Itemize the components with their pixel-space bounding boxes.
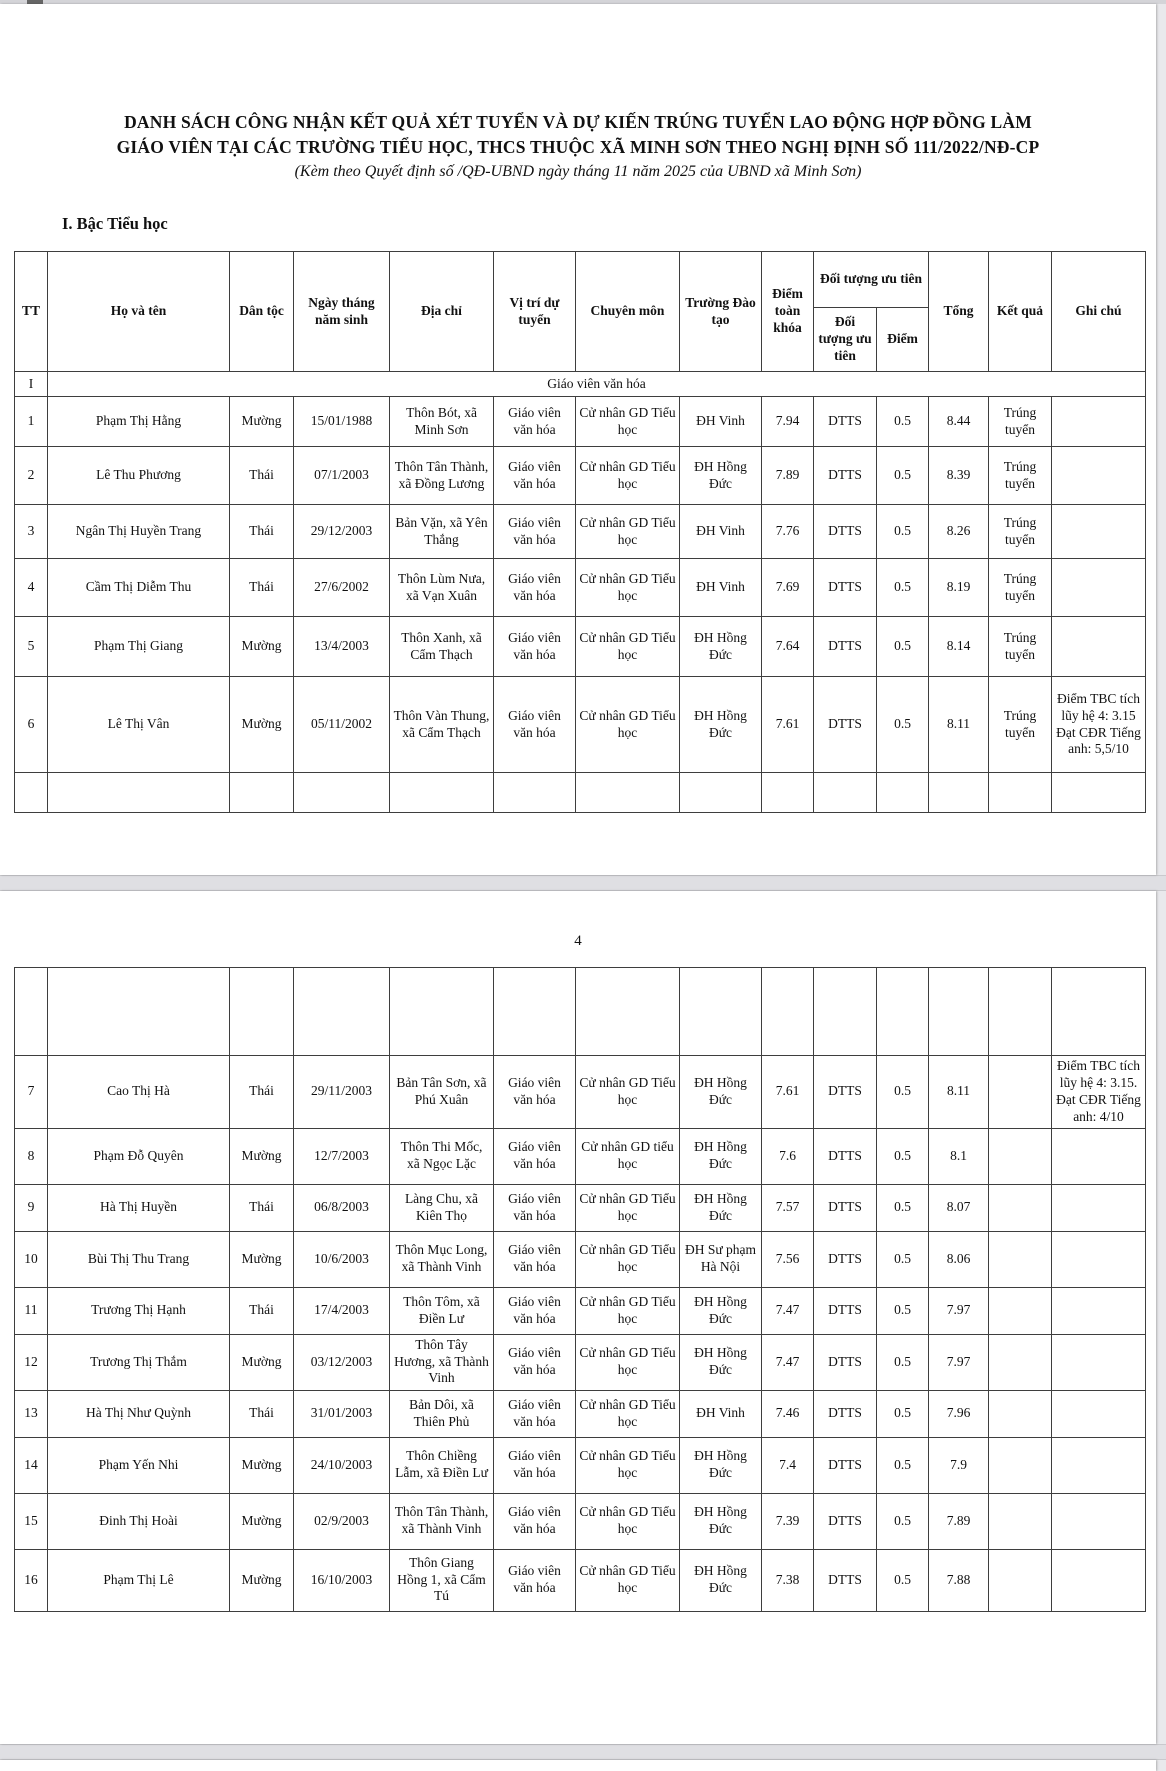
cell-priority: DTTS xyxy=(814,1184,877,1231)
cell-score: 7.61 xyxy=(762,677,814,773)
cell-school: ĐH Hồng Đức xyxy=(680,1493,762,1549)
table-row xyxy=(15,617,1146,677)
cell-school: ĐH Hồng Đức xyxy=(680,1128,762,1184)
title-line-2: GIÁO VIÊN TẠI CÁC TRƯỜNG TIỂU HỌC, THCS THUỘC XÃ MINH SƠN THEO NGHỊ ĐỊNH SỐ 111/2022/NĐ-CP xyxy=(116,137,1040,157)
cell-priority: DTTS xyxy=(814,397,877,447)
results-table-page-2 xyxy=(14,967,1146,1612)
header-dob: Ngày tháng năm sinh xyxy=(294,252,390,372)
cell-score: 7.47 xyxy=(762,1334,814,1390)
cell-school: ĐH Hồng Đức xyxy=(680,1334,762,1390)
cell-score: 7.6 xyxy=(762,1128,814,1184)
cell-result: Trúng tuyển xyxy=(989,617,1052,677)
cell-note xyxy=(1052,1287,1146,1334)
table-row xyxy=(15,1334,1146,1390)
cell-total: 8.14 xyxy=(929,617,989,677)
cell-result: Trúng tuyển xyxy=(989,677,1052,773)
section-row-number: I xyxy=(15,372,48,397)
cell-priority_score: 0.5 xyxy=(877,397,929,447)
cell-priority_score: 0.5 xyxy=(877,1056,929,1129)
title-subtitle: (Kèm theo Quyết định số /QĐ-UBND ngày tháng 11 năm 2025 của UBND xã Minh Sơn) xyxy=(294,163,862,180)
cell-result xyxy=(989,1334,1052,1390)
header-course-score: Điểm toàn khóa xyxy=(762,252,814,372)
cell-major: Cử nhân GD Tiểu học xyxy=(576,1184,680,1231)
cell-ethnicity: Thái xyxy=(230,447,294,505)
cell-note xyxy=(1052,447,1146,505)
cell-name: Phạm Thị Lê xyxy=(48,1549,230,1611)
cell-ethnicity: Mường xyxy=(230,1128,294,1184)
cell-priority_score: 0.5 xyxy=(877,1128,929,1184)
cell-note xyxy=(1052,397,1146,447)
cell-address: Thôn Vàn Thung, xã Cẩm Thạch xyxy=(390,677,494,773)
cell-position: Giáo viên văn hóa xyxy=(494,1231,576,1287)
cell-dob: 05/11/2002 xyxy=(294,677,390,773)
header-tt: TT xyxy=(15,252,48,372)
page-3-edge xyxy=(0,1760,1156,1771)
table-row xyxy=(15,1056,1146,1129)
cell-name: Trương Thị Thắm xyxy=(48,1334,230,1390)
cell-major: Cử nhân GD Tiểu học xyxy=(576,397,680,447)
cell-priority: DTTS xyxy=(814,559,877,617)
header-result: Kết quả xyxy=(989,252,1052,372)
cell-tt: 10 xyxy=(15,1231,48,1287)
cell-name: Cao Thị Hà xyxy=(48,1056,230,1129)
cell-name: Hà Thị Huyền xyxy=(48,1184,230,1231)
cell-result: Trúng tuyển xyxy=(989,505,1052,559)
cell-position: Giáo viên văn hóa xyxy=(494,505,576,559)
cell-result xyxy=(989,1287,1052,1334)
cell-school: ĐH Hồng Đức xyxy=(680,1549,762,1611)
section-row xyxy=(15,372,1146,397)
cell-name: Trương Thị Hạnh xyxy=(48,1287,230,1334)
cell-position: Giáo viên văn hóa xyxy=(494,1334,576,1390)
cell-name: Hà Thị Như Quỳnh xyxy=(48,1390,230,1437)
cell-ethnicity: Thái xyxy=(230,505,294,559)
cell-total: 7.89 xyxy=(929,1493,989,1549)
cell-score: 7.57 xyxy=(762,1184,814,1231)
cell-note xyxy=(1052,559,1146,617)
cell-ethnicity: Thái xyxy=(230,1287,294,1334)
cell-ethnicity: Thái xyxy=(230,1056,294,1129)
cell-score: 7.56 xyxy=(762,1231,814,1287)
cell-major: Cử nhân GD Tiểu học xyxy=(576,1231,680,1287)
cell-tt: 16 xyxy=(15,1549,48,1611)
cell-ethnicity: Mường xyxy=(230,1334,294,1390)
cell-ethnicity: Mường xyxy=(230,1437,294,1493)
cell-priority_score: 0.5 xyxy=(877,1287,929,1334)
cell-school: ĐH Vinh xyxy=(680,1390,762,1437)
cell-priority_score: 0.5 xyxy=(877,1493,929,1549)
cell-dob: 29/12/2003 xyxy=(294,505,390,559)
cell-result xyxy=(989,1390,1052,1437)
results-table-page-1 xyxy=(14,251,1146,813)
table-row xyxy=(15,1128,1146,1184)
cell-dob: 03/12/2003 xyxy=(294,1334,390,1390)
cell-major: Cử nhân GD Tiểu học xyxy=(576,559,680,617)
cell-position: Giáo viên văn hóa xyxy=(494,1184,576,1231)
table-row xyxy=(15,559,1146,617)
cell-position: Giáo viên văn hóa xyxy=(494,397,576,447)
cell-ethnicity: Mường xyxy=(230,617,294,677)
table-row xyxy=(15,1437,1146,1493)
section-heading: I. Bậc Tiểu học xyxy=(62,214,168,233)
cell-position: Giáo viên văn hóa xyxy=(494,617,576,677)
cell-dob: 10/6/2003 xyxy=(294,1231,390,1287)
cell-priority: DTTS xyxy=(814,1056,877,1129)
cell-result: Trúng tuyển xyxy=(989,397,1052,447)
table-row xyxy=(15,1287,1146,1334)
cell-address: Thôn Giang Hồng 1, xã Cẩm Tú xyxy=(390,1549,494,1611)
cell-name: Phạm Thị Giang xyxy=(48,617,230,677)
cell-tt: 6 xyxy=(15,677,48,773)
cell-priority_score: 0.5 xyxy=(877,1390,929,1437)
cell-address: Thôn Lùm Nưa, xã Vạn Xuân xyxy=(390,559,494,617)
cell-major: Cử nhân GD Tiểu học xyxy=(576,1390,680,1437)
cell-tt: 15 xyxy=(15,1493,48,1549)
cell-priority: DTTS xyxy=(814,1334,877,1390)
cell-position: Giáo viên văn hóa xyxy=(494,1437,576,1493)
cell-total: 8.1 xyxy=(929,1128,989,1184)
cell-priority_score: 0.5 xyxy=(877,1549,929,1611)
page-number: 4 xyxy=(574,933,582,949)
cell-major: Cử nhân GD tiểu học xyxy=(576,1128,680,1184)
header-ethnicity: Dân tộc xyxy=(230,252,294,372)
cell-total: 8.06 xyxy=(929,1231,989,1287)
cell-position: Giáo viên văn hóa xyxy=(494,1390,576,1437)
cell-result xyxy=(989,1493,1052,1549)
cell-name: Cầm Thị Diễm Thu xyxy=(48,559,230,617)
table-row xyxy=(15,1390,1146,1437)
cell-priority_score: 0.5 xyxy=(877,617,929,677)
cell-tt: 3 xyxy=(15,505,48,559)
cell-position: Giáo viên văn hóa xyxy=(494,1549,576,1611)
cell-priority: DTTS xyxy=(814,1287,877,1334)
section-row-label: Giáo viên văn hóa xyxy=(48,372,1146,397)
table-row xyxy=(15,1184,1146,1231)
cell-note xyxy=(1052,1184,1146,1231)
cell-school: ĐH Sư phạm Hà Nội xyxy=(680,1231,762,1287)
cell-dob: 15/01/1988 xyxy=(294,397,390,447)
cell-ethnicity: Mường xyxy=(230,677,294,773)
cell-priority_score: 0.5 xyxy=(877,677,929,773)
cell-ethnicity: Thái xyxy=(230,559,294,617)
cell-major: Cử nhân GD Tiểu học xyxy=(576,1287,680,1334)
cell-name: Ngân Thị Huyền Trang xyxy=(48,505,230,559)
cell-address: Thôn Tây Hương, xã Thành Vinh xyxy=(390,1334,494,1390)
cell-priority: DTTS xyxy=(814,1128,877,1184)
cell-school: ĐH Hồng Đức xyxy=(680,1437,762,1493)
cell-note xyxy=(1052,1231,1146,1287)
cell-address: Bản Dôi, xã Thiên Phủ xyxy=(390,1390,494,1437)
cell-priority_score: 0.5 xyxy=(877,559,929,617)
cell-address: Thôn Thi Mốc, xã Ngọc Lặc xyxy=(390,1128,494,1184)
cell-priority: DTTS xyxy=(814,617,877,677)
cell-position: Giáo viên văn hóa xyxy=(494,447,576,505)
page-gap xyxy=(0,875,1166,891)
cell-dob: 12/7/2003 xyxy=(294,1128,390,1184)
cell-address: Làng Chu, xã Kiên Thọ xyxy=(390,1184,494,1231)
cell-priority: DTTS xyxy=(814,1390,877,1437)
cell-note xyxy=(1052,1128,1146,1184)
cell-name: Đinh Thị Hoài xyxy=(48,1493,230,1549)
cell-priority: DTTS xyxy=(814,1549,877,1611)
cell-total: 8.44 xyxy=(929,397,989,447)
cell-dob: 07/1/2003 xyxy=(294,447,390,505)
cell-tt: 2 xyxy=(15,447,48,505)
cell-score: 7.94 xyxy=(762,397,814,447)
table-row xyxy=(15,397,1146,447)
cell-note xyxy=(1052,1334,1146,1390)
cell-tt: 8 xyxy=(15,1128,48,1184)
cell-position: Giáo viên văn hóa xyxy=(494,677,576,773)
cell-priority_score: 0.5 xyxy=(877,1437,929,1493)
cell-result: Trúng tuyển xyxy=(989,447,1052,505)
cell-address: Thôn Tôm, xã Điền Lư xyxy=(390,1287,494,1334)
cell-note xyxy=(1052,505,1146,559)
cell-address: Thôn Xanh, xã Cẩm Thạch xyxy=(390,617,494,677)
cell-position: Giáo viên văn hóa xyxy=(494,1056,576,1129)
cell-score: 7.64 xyxy=(762,617,814,677)
cell-ethnicity: Mường xyxy=(230,1493,294,1549)
cell-score: 7.46 xyxy=(762,1390,814,1437)
cell-result xyxy=(989,1184,1052,1231)
cell-priority_score: 0.5 xyxy=(877,505,929,559)
cell-priority: DTTS xyxy=(814,447,877,505)
cell-tt: 12 xyxy=(15,1334,48,1390)
cell-major: Cử nhân GD Tiểu học xyxy=(576,677,680,773)
cell-tt: 13 xyxy=(15,1390,48,1437)
table-row xyxy=(15,1231,1146,1287)
cell-address: Thôn Bót, xã Minh Sơn xyxy=(390,397,494,447)
cell-position: Giáo viên văn hóa xyxy=(494,1128,576,1184)
cell-major: Cử nhân GD Tiểu học xyxy=(576,1334,680,1390)
cell-tt: 11 xyxy=(15,1287,48,1334)
cell-school: ĐH Hồng Đức xyxy=(680,617,762,677)
table-row xyxy=(15,677,1146,773)
cell-priority_score: 0.5 xyxy=(877,1334,929,1390)
header-school: Trường Đào tạo xyxy=(680,252,762,372)
header-priority-group: Đối tượng ưu tiên xyxy=(814,252,929,308)
table-row xyxy=(15,1549,1146,1611)
cell-dob: 06/8/2003 xyxy=(294,1184,390,1231)
page-gap-bottom xyxy=(0,1744,1166,1760)
cell-name: Lê Thu Phương xyxy=(48,447,230,505)
title-line-1: DANH SÁCH CÔNG NHẬN KẾT QUẢ XÉT TUYỂN VÀ DỰ KIẾN TRÚNG TUYỂN LAO ĐỘNG HỢP ĐỒNG LÀM xyxy=(124,112,1032,132)
cell-dob: 02/9/2003 xyxy=(294,1493,390,1549)
cell-score: 7.76 xyxy=(762,505,814,559)
cell-ethnicity: Mường xyxy=(230,397,294,447)
cell-priority_score: 0.5 xyxy=(877,1184,929,1231)
cell-address: Thôn Mục Long, xã Thành Vinh xyxy=(390,1231,494,1287)
cell-name: Lê Thị Vân xyxy=(48,677,230,773)
header-major: Chuyên môn xyxy=(576,252,680,372)
cell-tt: 4 xyxy=(15,559,48,617)
cell-total: 8.19 xyxy=(929,559,989,617)
table-row xyxy=(15,1493,1146,1549)
cell-dob: 13/4/2003 xyxy=(294,617,390,677)
cell-address: Thôn Tân Thành, xã Đồng Lương xyxy=(390,447,494,505)
cell-dob: 24/10/2003 xyxy=(294,1437,390,1493)
cell-total: 8.11 xyxy=(929,677,989,773)
cell-score: 7.4 xyxy=(762,1437,814,1493)
cell-school: ĐH Vinh xyxy=(680,559,762,617)
cell-school: ĐH Hồng Đức xyxy=(680,1056,762,1129)
cell-priority: DTTS xyxy=(814,1437,877,1493)
cell-total: 8.07 xyxy=(929,1184,989,1231)
cell-dob: 27/6/2002 xyxy=(294,559,390,617)
cell-school: ĐH Hồng Đức xyxy=(680,1287,762,1334)
cell-priority_score: 0.5 xyxy=(877,447,929,505)
cell-dob: 29/11/2003 xyxy=(294,1056,390,1129)
cell-major: Cử nhân GD Tiểu học xyxy=(576,505,680,559)
document-title xyxy=(0,110,1156,181)
header-note: Ghi chú xyxy=(1052,252,1146,372)
cell-major: Cử nhân GD Tiểu học xyxy=(576,1549,680,1611)
cell-score: 7.47 xyxy=(762,1287,814,1334)
cell-position: Giáo viên văn hóa xyxy=(494,1493,576,1549)
cell-priority: DTTS xyxy=(814,1231,877,1287)
cell-address: Bản Tân Sơn, xã Phú Xuân xyxy=(390,1056,494,1129)
cell-result xyxy=(989,1231,1052,1287)
cell-name: Phạm Đỗ Quyên xyxy=(48,1128,230,1184)
cell-result xyxy=(989,1056,1052,1129)
cell-priority_score: 0.5 xyxy=(877,1231,929,1287)
cell-tt: 1 xyxy=(15,397,48,447)
cell-note xyxy=(1052,617,1146,677)
cell-address: Thôn Tân Thành, xã Thành Vinh xyxy=(390,1493,494,1549)
cell-name: Phạm Yến Nhi xyxy=(48,1437,230,1493)
cell-score: 7.39 xyxy=(762,1493,814,1549)
cell-school: ĐH Hồng Đức xyxy=(680,1184,762,1231)
cell-dob: 16/10/2003 xyxy=(294,1549,390,1611)
cell-result xyxy=(989,1128,1052,1184)
cell-priority: DTTS xyxy=(814,1493,877,1549)
cell-note xyxy=(1052,1390,1146,1437)
cell-position: Giáo viên văn hóa xyxy=(494,559,576,617)
cell-total: 8.11 xyxy=(929,1056,989,1129)
page-1 xyxy=(0,4,1156,875)
cell-ethnicity: Mường xyxy=(230,1231,294,1287)
header-priority-score: Điểm xyxy=(877,308,929,372)
header-address: Địa chỉ xyxy=(390,252,494,372)
cell-major: Cử nhân GD Tiểu học xyxy=(576,447,680,505)
cell-ethnicity: Thái xyxy=(230,1184,294,1231)
cell-note xyxy=(1052,1549,1146,1611)
cell-tt: 7 xyxy=(15,1056,48,1129)
cell-priority: DTTS xyxy=(814,677,877,773)
cell-result: Trúng tuyển xyxy=(989,559,1052,617)
cell-note: Điểm TBC tích lũy hệ 4: 3.15 Đạt CĐR Tiếng anh: 5,5/10 xyxy=(1052,677,1146,773)
cell-school: ĐH Vinh xyxy=(680,397,762,447)
cell-total: 7.88 xyxy=(929,1549,989,1611)
cell-total: 8.26 xyxy=(929,505,989,559)
empty-continuation-row xyxy=(15,968,1146,1056)
cell-school: ĐH Hồng Đức xyxy=(680,447,762,505)
empty-row xyxy=(15,773,1146,813)
cell-major: Cử nhân GD Tiểu học xyxy=(576,1056,680,1129)
cell-result xyxy=(989,1549,1052,1611)
cell-total: 7.9 xyxy=(929,1437,989,1493)
cell-name: Phạm Thị Hằng xyxy=(48,397,230,447)
cell-major: Cử nhân GD Tiểu học xyxy=(576,1437,680,1493)
cell-note xyxy=(1052,1437,1146,1493)
cell-ethnicity: Mường xyxy=(230,1549,294,1611)
header-position: Vị trí dự tuyển xyxy=(494,252,576,372)
page-2 xyxy=(0,891,1156,1744)
cell-dob: 17/4/2003 xyxy=(294,1287,390,1334)
cell-score: 7.69 xyxy=(762,559,814,617)
cell-major: Cử nhân GD Tiểu học xyxy=(576,617,680,677)
cell-name: Bùi Thị Thu Trang xyxy=(48,1231,230,1287)
cell-school: ĐH Hồng Đức xyxy=(680,677,762,773)
cell-school: ĐH Vinh xyxy=(680,505,762,559)
table-row xyxy=(15,447,1146,505)
header-total: Tổng xyxy=(929,252,989,372)
table-row xyxy=(15,505,1146,559)
cell-dob: 31/01/2003 xyxy=(294,1390,390,1437)
cell-priority: DTTS xyxy=(814,505,877,559)
cell-ethnicity: Thái xyxy=(230,1390,294,1437)
cell-score: 7.38 xyxy=(762,1549,814,1611)
cell-tt: 14 xyxy=(15,1437,48,1493)
header-name: Họ và tên xyxy=(48,252,230,372)
cell-total: 7.97 xyxy=(929,1334,989,1390)
cell-total: 7.97 xyxy=(929,1287,989,1334)
cell-position: Giáo viên văn hóa xyxy=(494,1287,576,1334)
cell-note xyxy=(1052,1493,1146,1549)
header-priority-object: Đối tượng ưu tiên xyxy=(814,308,877,372)
cell-total: 7.96 xyxy=(929,1390,989,1437)
cell-score: 7.61 xyxy=(762,1056,814,1129)
cell-address: Bản Vặn, xã Yên Thắng xyxy=(390,505,494,559)
cell-tt: 5 xyxy=(15,617,48,677)
cell-address: Thôn Chiềng Lẫm, xã Điền Lư xyxy=(390,1437,494,1493)
cell-result xyxy=(989,1437,1052,1493)
cell-note: Điểm TBC tích lũy hệ 4: 3.15. Đạt CĐR Tiếng anh: 4/10 xyxy=(1052,1056,1146,1129)
cell-score: 7.89 xyxy=(762,447,814,505)
cell-tt: 9 xyxy=(15,1184,48,1231)
cell-total: 8.39 xyxy=(929,447,989,505)
cell-major: Cử nhân GD Tiểu học xyxy=(576,1493,680,1549)
